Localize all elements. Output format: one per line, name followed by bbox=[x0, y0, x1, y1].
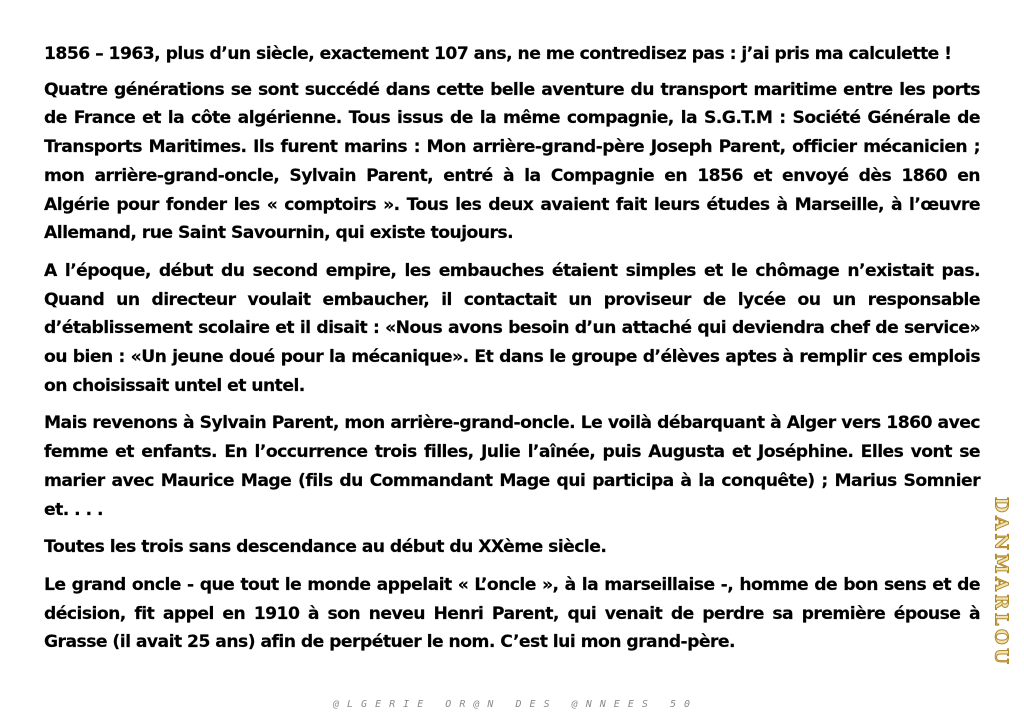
paragraph-generations: Quatre générations se sont succédé dans cette belle aventure du transport maritime entre les ports de France et la côte algérienne. Tous issus de la même compagnie, la S.G.T.M : Société Générale de Transports Maritimes. Ils furent marins : Mon arrière-grand-père Joseph Parent, officier mécanicien ; mon arrière-grand-oncle, Sylvain Parent, entré à la Compagnie en 1856 et envoyé dès 1860 en Algérie pour fonder les « comptoirs ». Tous les deux avaient fait leurs études à Marseille, à l’œuvre Allemand, rue Saint Savournin, qui existe toujours. bbox=[44, 79, 980, 244]
paragraph-intro: 1856 – 1963, plus d’un siècle, exactement 107 ans, ne me contredisez pas : j’ai pris ma calculette ! bbox=[44, 44, 952, 64]
signature-text: DANMARLOU bbox=[990, 496, 1012, 668]
paragraph-grand-oncle: Le grand oncle - que tout le monde appelait « L’oncle », à la marseillaise -, homme de bon sens et de décision, fit appel en 1910 à son neveu Henri Parent, qui venait de perdre sa première épouse à Grasse (il avait 25 ans) afin de perpétuer le nom. C’est lui mon grand-père. bbox=[44, 574, 980, 653]
paragraph-hiring: A l’époque, début du second empire, les embauches étaient simples et le chômage n’existait pas. Quand un directeur voulait embaucher, il contactait un proviseur de lycée ou un responsable d’établissement scolaire et il disait : «Nous avons besoin d’un attaché qui deviendra chef de service» ou bien : «Un jeune doué pour la mécanique». Et dans le groupe d’élèves aptes à remplir ces emplois on choisissait untel et untel. bbox=[44, 260, 980, 396]
vertical-signature-logo bbox=[986, 474, 1016, 690]
document-body bbox=[44, 40, 980, 666]
paragraph-sylvain: Mais revenons à Sylvain Parent, mon arrière-grand-oncle. Le voilà débarquant à Alger vers 1860 avec femme et enfants. En l’occurrence trois filles, Julie l’aînée, puis Augusta et Joséphine. Elles vont se marier avec Maurice Mage (fils du Commandant Mage qui participa à la conquête) ; Marius Somnier et. . . . bbox=[44, 413, 980, 520]
page-footer: @ L G E R I E O R @ N D E S @ N N E E S 5 0 bbox=[332, 699, 692, 710]
paragraph-descendance: Toutes les trois sans descendance au début du XXème siècle. bbox=[44, 537, 607, 558]
